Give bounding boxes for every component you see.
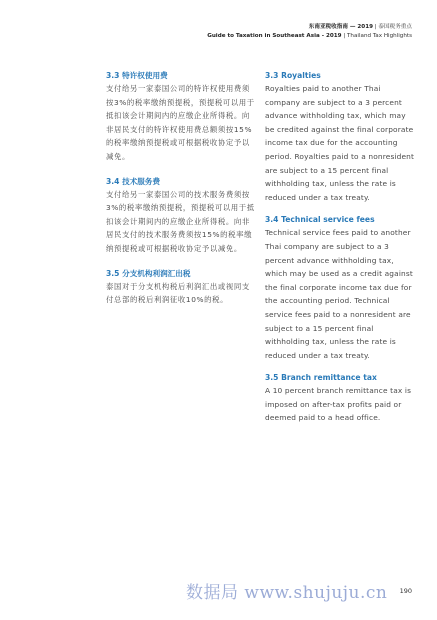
header-subtitle-chinese: | 泰国税务重点 [372,24,412,30]
header-subtitle-english: | Thailand Tax Highlights [341,33,412,39]
section-technical-fees-cn [106,176,256,256]
section-title: 3.4 技术服务费 [106,176,161,186]
section-technical-fees-en [265,214,415,362]
header-title-chinese: 东南亚税收指南 — 2019 [308,24,373,30]
section-royalties-cn [106,70,256,164]
section-title: 3.5 分支机构利润汇出税 [106,268,191,278]
section-title: 3.4 Technical service fees [265,215,375,225]
section-body: Technical service fees paid to another Thai company are subject to a 3 percent advance withholding tax, which may be used as a credit against the final corporate income tax due for the accounting period. Technical service fees paid to a nonresident are subject to a 15 percent final withholding tax, unless the rate is reduced under a tax treaty. [265,228,413,360]
section-title: 3.3 Royalties [265,71,321,80]
section-body: Royalties paid to another Thai company are subject to a 3 percent advance withholding tax, which may be credited against the final corporate income tax due for the accounting period. Royalties paid to a nonresident are subject to a 15 percent final withholding tax, unless the rate is reduced under a tax treaty. [265,84,415,202]
section-body: 泰国对于分支机构税后利润汇出或视同支付总部的税后利润征收10%的税。 [106,281,250,305]
section-title: 3.5 Branch remittance tax [265,373,377,383]
page-header [207,23,412,41]
section-royalties-en [265,70,415,204]
section-branch-remittance-cn [106,268,256,307]
section-body: 支付给另一家泰国公司的技术服务费须按3%的税率缴纳预提税，预提税可以用于抵扣该会计期间内的应缴企业所得税。向非居民支付的技术服务费须按15%的税率缴纳预提税或可根据税收协定予以减免。 [106,189,255,253]
chinese-column [106,70,256,319]
page-number: 190 [399,587,412,595]
section-body: A 10 percent branch remittance tax is imposed on after-tax profits paid or deemed paid to a head office. [265,386,412,423]
section-body: 支付给另一家泰国公司的特许权使用费须按3%的税率缴纳预提税，预提税可以用于抵扣该会计期间内的应缴企业所得税。向非居民支付的特许权使用费总额须按15%的税率缴纳预提税或可根据税收协定予以减免。 [106,84,255,161]
english-column [265,70,415,435]
section-branch-remittance-en [265,372,415,425]
header-line-english [207,32,412,41]
watermark: 数据局 www.shujuju.cn [186,583,388,603]
header-line-chinese [207,23,412,32]
header-title-english: Guide to Taxation in Southeast Asia - 2019 [207,33,342,39]
section-title: 3.3 特许权使用费 [106,71,168,80]
